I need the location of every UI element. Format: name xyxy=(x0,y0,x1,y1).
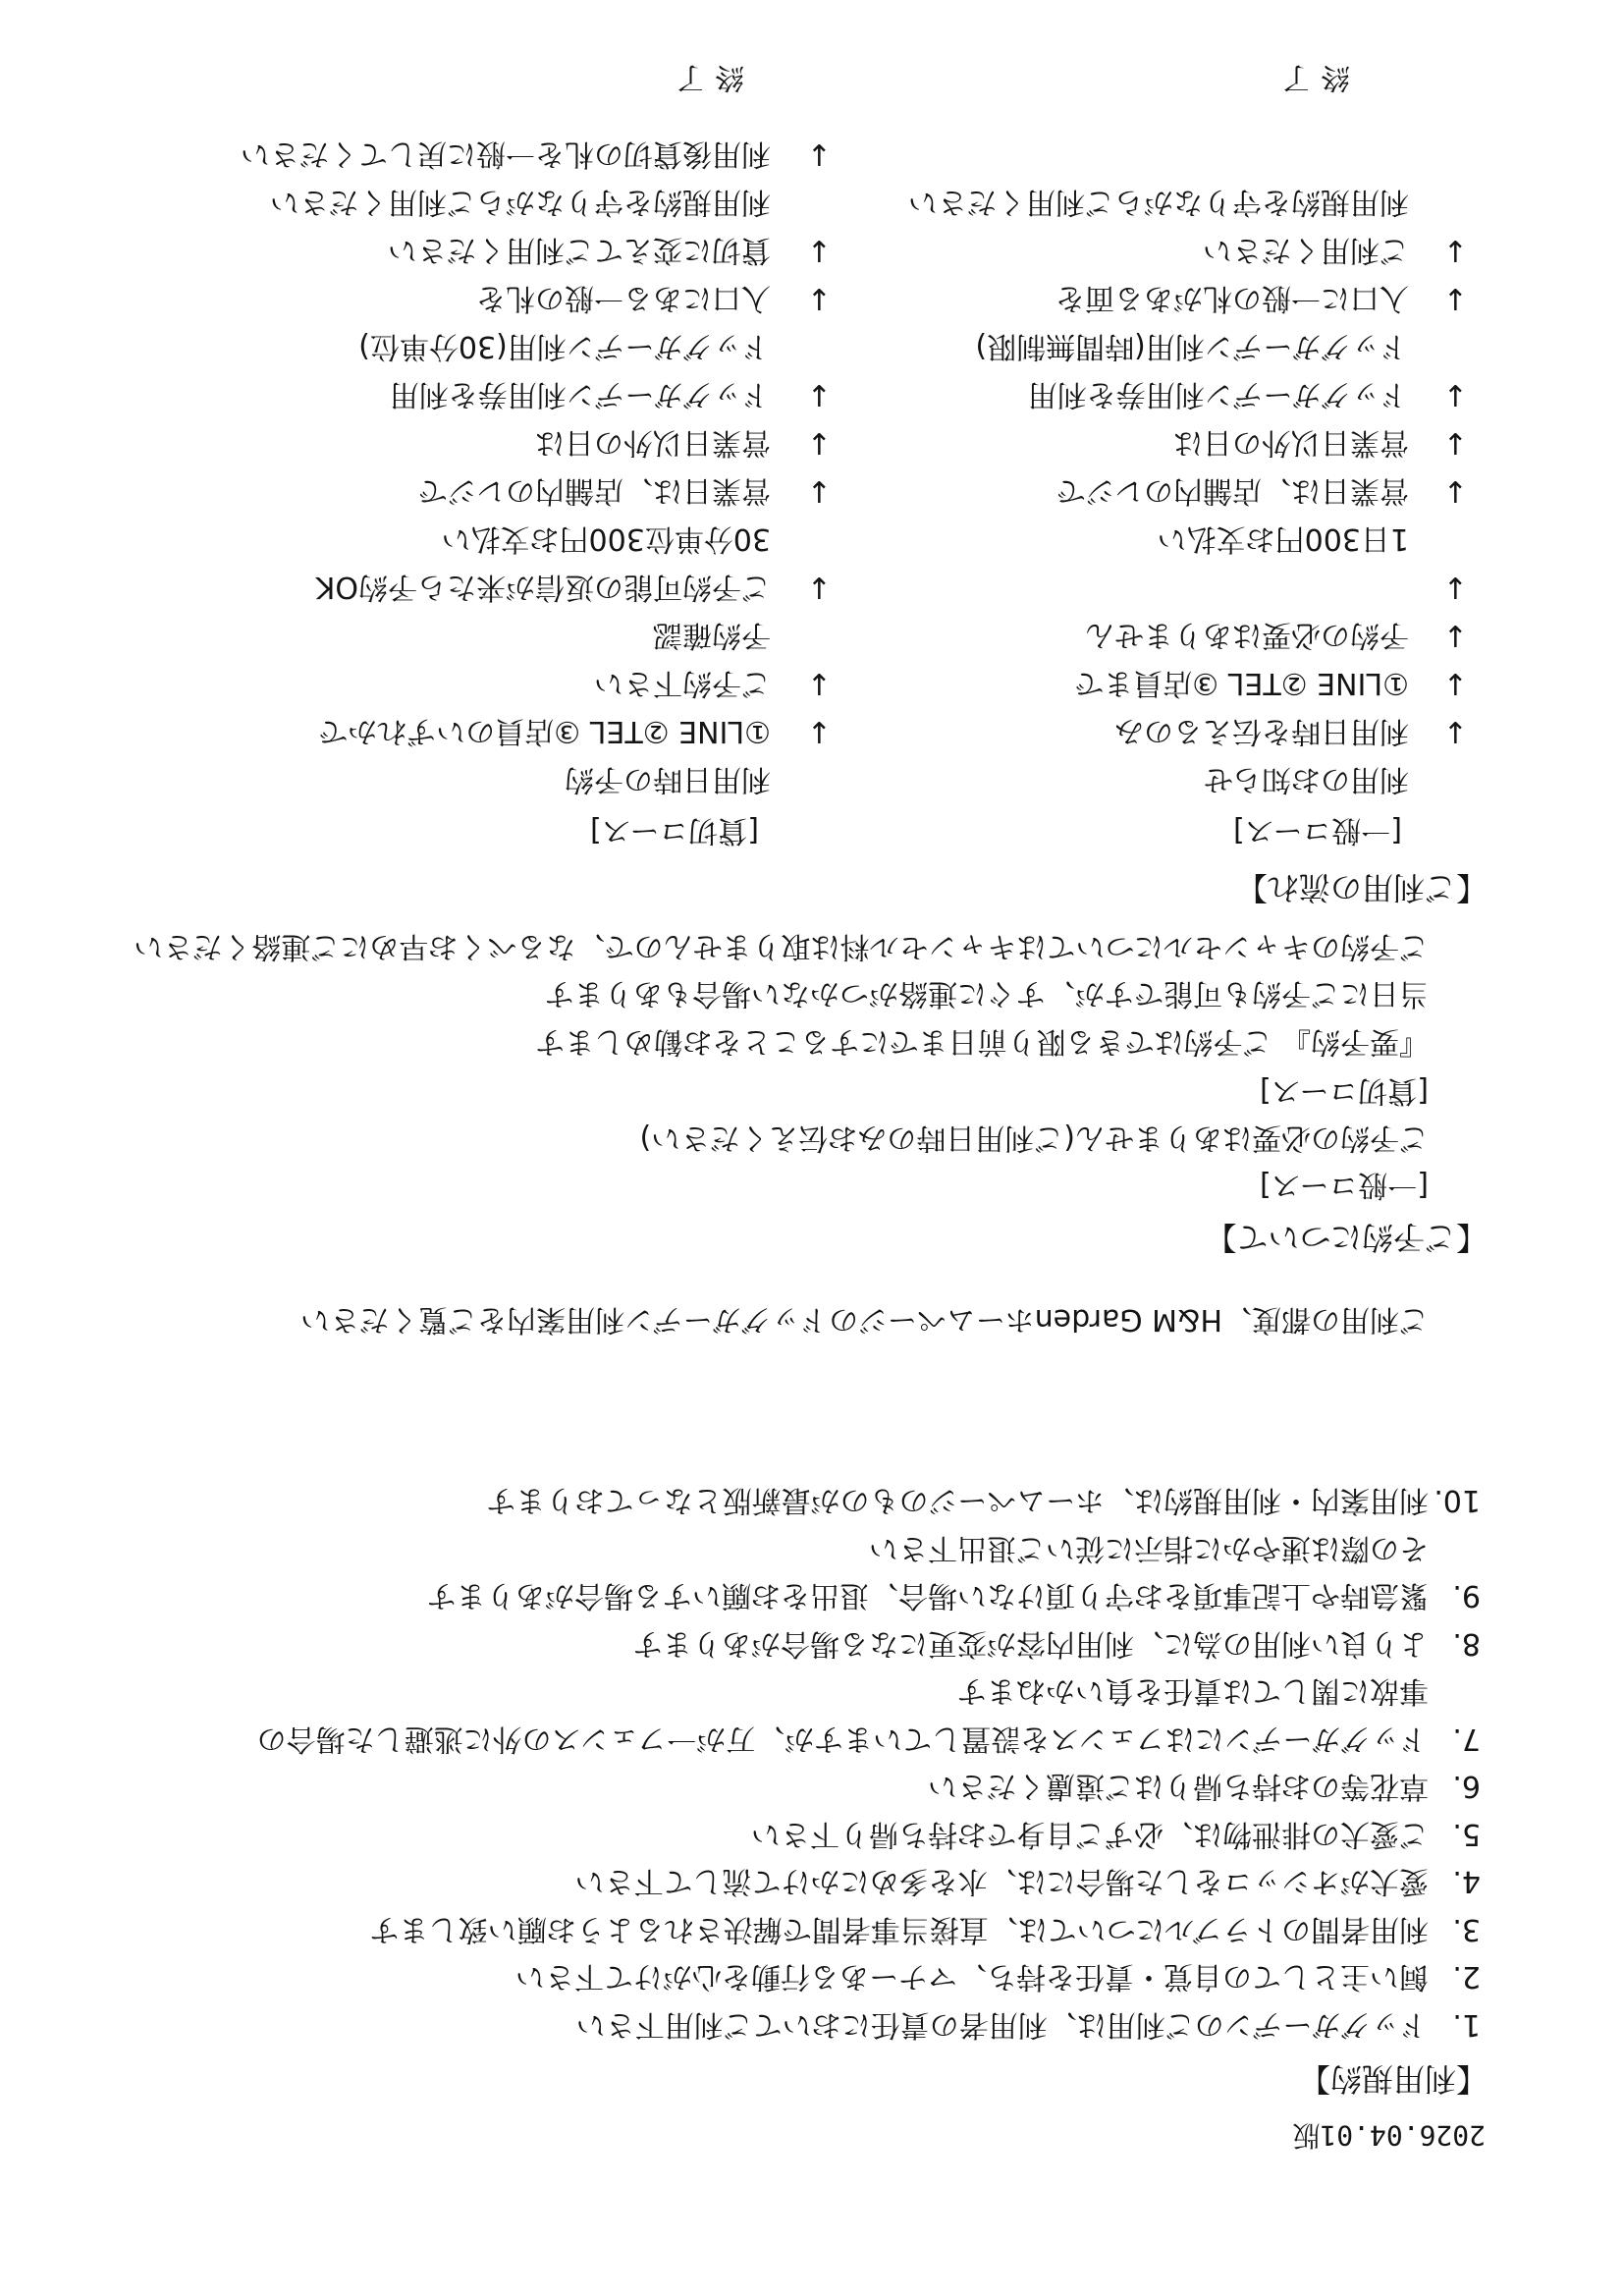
flow-private-step: ご予約可能の返信が来たら予約OK xyxy=(315,570,771,604)
reservation-private-line: ご予約のキャンセルについてはキャンセル料は取りませんので、なるべくお早めにご連絡ください xyxy=(134,929,1429,963)
flow-general-step: ドッグガーデン利用券を利用 xyxy=(1027,377,1409,411)
flow-private-step: 利用規約を守りながらご利用ください xyxy=(270,185,771,219)
flow-arrow-icon: ↓ xyxy=(1442,425,1468,460)
flow-arrow-icon: ↓ xyxy=(1442,377,1468,411)
term-number: 9. xyxy=(1452,1578,1481,1613)
term-text: ドッグガーデンにはフェンスを設置していますが、万が一フェンスの外に逃避した場合の xyxy=(256,1722,1429,1756)
term-number: 4. xyxy=(1452,1864,1481,1899)
flow-arrow-icon: ↓ xyxy=(806,714,832,748)
flow-general-step: 利用のお知らせ xyxy=(1203,762,1409,796)
flow-private-step: 入口にある一般の札を xyxy=(476,281,771,315)
flow-general-step: ご利用ください xyxy=(1203,233,1409,267)
flow-private-title: [貸切コース] xyxy=(590,813,759,847)
reservation-private-title: [貸切コース] xyxy=(1260,1073,1429,1108)
term-number: 2. xyxy=(1452,1959,1481,1995)
flow-general-step: 利用規約を守りながらご利用ください xyxy=(908,185,1409,219)
flow-arrow-icon: ↓ xyxy=(1442,233,1468,267)
term-text: 事故に関しては責任を負いかねます xyxy=(957,1673,1429,1709)
term-text: 緊急時や上記事項をお守り頂けない場合、退出をお願いする場合があります xyxy=(427,1578,1429,1613)
term-number: 6. xyxy=(1452,1769,1481,1804)
flow-private-step: ご予約下さい xyxy=(594,666,771,700)
flow-arrow-icon: ↓ xyxy=(1442,714,1468,748)
reservation-private-line: 『要予約』 ご予約はできる限り前日までにすることをお勧めします xyxy=(535,1024,1429,1059)
flow-private-step: 営業日は、店舗内のレジで xyxy=(417,473,771,508)
version-label: 2026.04.01版 xyxy=(1292,2119,1486,2152)
term-text: 利用案内・利用規約は、ホームページのものが最新版となっております xyxy=(486,1483,1429,1518)
flow-general-step: ドッグガーデン利用(時間無制限) xyxy=(975,329,1409,363)
flow-general-step: 予約の必要はありません xyxy=(1085,618,1409,652)
reservation-general-text: ご予約の必要はありません(ご利用日時のみお伝えください) xyxy=(639,1121,1429,1155)
flow-private-step: 利用日時の予約 xyxy=(565,762,771,796)
reservation-heading: 【ご予約について】 xyxy=(1205,1219,1488,1256)
flow-arrow-icon: ↓ xyxy=(1442,281,1468,315)
term-text: 利用者間のトラブルについては、直接当事者間で解決されるようお願い致します xyxy=(369,1912,1429,1946)
terms-heading: 【利用規約】 xyxy=(1298,2060,1488,2098)
flow-private-step: 利用後貸切の札を一般に戻してください xyxy=(241,137,771,171)
term-number: 10. xyxy=(1434,1483,1481,1518)
term-text: 草花等のお持ち帰りはご遠慮ください xyxy=(928,1769,1429,1804)
term-number: 8. xyxy=(1452,1626,1481,1661)
flow-arrow-icon: ↓ xyxy=(806,377,832,411)
flow-private-step: ドッグガーデン利用券を利用 xyxy=(389,377,771,411)
flow-private-step: ①LINE ②TEL ③店員のいずれかで xyxy=(318,714,771,748)
flow-private-step: 予約確認 xyxy=(653,618,771,652)
flow-private-step: 30分単位300円お支払い xyxy=(441,521,771,556)
term-text: より良い利用の為に、利用内容が変更になる場合があります xyxy=(633,1626,1429,1661)
flow-general-step: ①LINE ②TEL ③店員まで xyxy=(1074,666,1409,700)
flow-general-step: 1日300円お支払い xyxy=(1157,521,1409,556)
flow-arrow-icon: ↓ xyxy=(806,473,832,508)
flow-general-title: [一般コース] xyxy=(1233,813,1402,847)
flow-general-step: 利用日時を伝えるのみ xyxy=(1114,714,1409,748)
term-text: その際は速やかに指示に従いご退出下さい xyxy=(869,1531,1429,1565)
flow-private-step: 営業日以外の日は xyxy=(535,425,771,460)
flow-general-step: 営業日は、店舗内のレジで xyxy=(1055,473,1409,508)
term-number: 5. xyxy=(1452,1817,1481,1851)
flow-private-step: 貸切に変えてご利用ください xyxy=(388,233,771,267)
flow-private-end: 終 了 xyxy=(676,60,744,94)
flow-arrow-icon: ↓ xyxy=(806,425,832,460)
flow-arrow-icon: ↓ xyxy=(806,281,832,315)
term-text: ご愛犬の排泄物は、必ずご自身でお持ち帰り下さい xyxy=(751,1817,1429,1851)
flow-general-step: 入口に一般の札がある面を xyxy=(1055,281,1409,315)
flow-arrow-icon: ↓ xyxy=(806,570,832,604)
flow-arrow-icon: ↓ xyxy=(1442,473,1468,508)
term-text: 飼い主としての自覚・責任を持ち、マナーある行動を心がけて下さい xyxy=(515,1959,1429,1995)
flow-arrow-icon: ↓ xyxy=(806,233,832,267)
flow-general-step: 営業日以外の日は xyxy=(1173,425,1409,460)
flow-arrow-icon: ↓ xyxy=(1442,666,1468,700)
reservation-private-line: 当日にご予約も可能ですが、すぐに連絡がつかない場合もあります xyxy=(545,976,1429,1011)
flow-heading: 【ご利用の流れ】 xyxy=(1235,869,1488,906)
terms-footnote: ご利用の都度、H&M Gardenホームページのドッグガーデン利用案内をご覧ください xyxy=(300,1302,1429,1337)
flow-arrow-icon: ↓ xyxy=(1442,570,1468,604)
term-number: 7. xyxy=(1452,1722,1481,1756)
flow-arrow-icon: ↓ xyxy=(806,137,832,171)
flow-arrow-icon: ↓ xyxy=(1442,618,1468,652)
flow-private-step: ドッグガーデン利用(30分単位) xyxy=(358,329,771,363)
flow-general-end: 終 了 xyxy=(1281,60,1350,94)
term-number: 3. xyxy=(1452,1912,1481,1946)
term-text: ドッグガーデンのご利用は、利用者の責任においてご利用下さい xyxy=(575,2007,1429,2042)
flow-arrow-icon: ↓ xyxy=(806,666,832,700)
term-text: 愛犬がオシッコをした場合には、水を多めにかけて流して下さい xyxy=(574,1864,1429,1899)
reservation-general-title: [一般コース] xyxy=(1260,1168,1429,1202)
term-number: 1. xyxy=(1452,2007,1481,2042)
